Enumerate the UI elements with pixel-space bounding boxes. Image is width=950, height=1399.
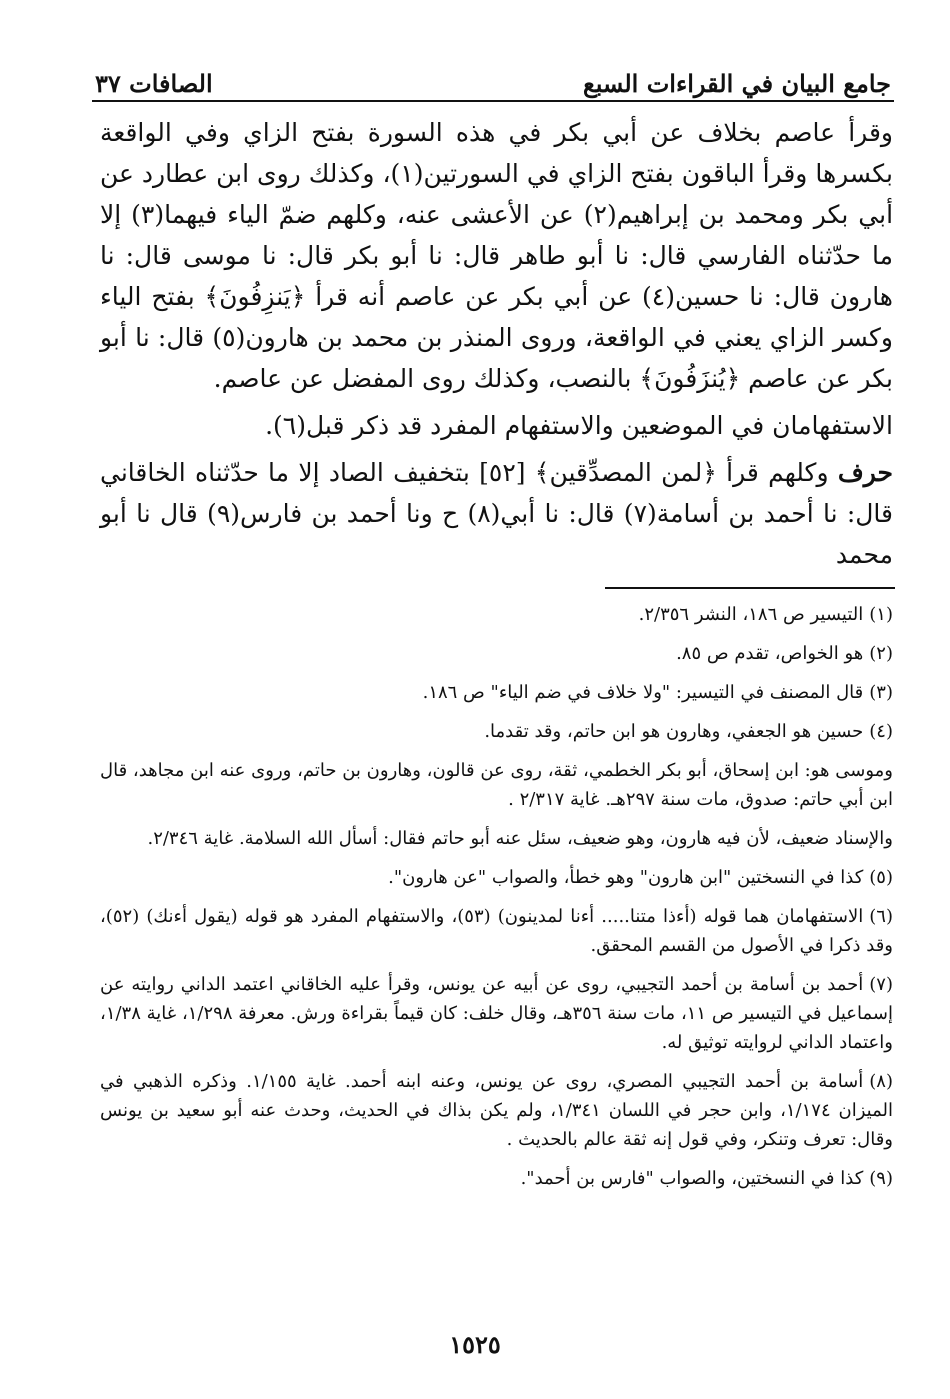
footnote-text: كذا في النسختين "ابن هارون" وهو خطأ، والصواب "عن هارون". (388, 867, 864, 888)
book-title: جامع البيان في القراءات السبع (582, 69, 891, 98)
footnote-number: (٦) (869, 906, 893, 927)
footnote-text: أحمد بن أسامة بن أحمد التجيبي، روى عن أبيه عن يونس، وقرأ عليه الخاقاني اعتمد الداني روايته عن إسماعيل في التيسير ص ١١، مات سنة ٣٥٦هـ، وقال خلف: كان قيماً بقراءة ورش. معرفة ١/٢٩٨، غاية ١/٣٨، واعتماد الداني لروايته توثيق له. (100, 974, 894, 1053)
footnote-separator (605, 587, 895, 589)
paragraph: وقرأ عاصم بخلاف عن أبي بكر في هذه السورة بفتح الزاي وفي الواقعة بكسرها وقرأ الباقون بفتح الزاي في السورتين(١)، وكذلك روى ابن عطارد عن أبي بكر ومحمد بن إبراهيم(٢) عن الأعشى عنه، وكلهم ضمّ الياء فيهما(٣) إلا ما حدّثناه الفارسي قال: نا أبو طاهر قال: نا أبو بكر قال: نا موسى قال: نا هارون قال: نا حسين(٤) عن أبي بكر عن عاصم أنه قرأ ﴿يَنزِفُونَ﴾ بفتح الياء وكسر الزاي يعني في الواقعة، وروى المنذر بن محمد بن هارون(٥) قال: نا أبو بكر عن عاصم ﴿يُنزَفُونَ﴾ بالنصب، وكذلك روى المفضل عن عاصم. (100, 118, 894, 393)
header-divider (92, 100, 894, 102)
footnote-text: والإسناد ضعيف، لأن فيه هارون، وهو ضعيف، سئل عنه أبو حاتم فقال: أسأل الله السلامة. غاية ٢/٣٤٦. (147, 828, 893, 849)
footnote-number: (٥) (869, 867, 893, 888)
section-title: الصافات ٣٧ (95, 69, 213, 98)
harf-paragraph (100, 452, 893, 575)
footnote (100, 717, 893, 746)
footnote (100, 902, 893, 960)
footnote-text: أسامة بن أحمد التجيبي المصري، روى عن يونس، وعنه ابنه أحمد. غاية ١/١٥٥. وذكره الذهبي في الميزان ١/١٧٤، وابن حجر في اللسان ١/٣٤١، ولم يكن بذاك في الحديث، وحدث عنه أبو سعيد بن يونس وقال: تعرف وتنكر، وفي قول إنه ثقة عالم بالحديث . (100, 1071, 893, 1150)
footnote (100, 863, 893, 892)
footnote-text: التيسير ص ١٨٦، النشر ٢/٣٥٦. (638, 604, 864, 625)
footnote (100, 1067, 893, 1154)
footnote-text: الاستفهامان هما قوله (أءذا متنا..... أءنا لمدينون) (٥٣)، والاستفهام المفرد هو قوله (يقول أءنك) (٥٢)، وقد ذكرا في الأصول من القسم المحقق. (100, 906, 893, 956)
harf-label: حرف (837, 458, 893, 487)
footnote-continuation (100, 756, 893, 814)
footnotes (100, 600, 893, 1203)
footnote-number: (١) (869, 604, 893, 625)
footnote-text: كذا في النسختين، والصواب "فارس بن أحمد". (520, 1168, 864, 1189)
footnote (100, 639, 893, 668)
footnote (100, 1164, 893, 1193)
harf-text: وكلهم قرأ ﴿لمن المصدِّقين﴾ [٥٢] بتخفيف الصاد إلا ما حدّثناه الخاقاني قال: نا أحمد بن أسامة(٧) قال: نا أبي(٨) ح ونا أحمد بن فارس(٩) قال نا أبو محمد (100, 458, 893, 569)
footnote (100, 600, 893, 629)
footnote-number: (٤) (869, 721, 893, 742)
footnote-number: (٢) (869, 643, 893, 664)
page-number: ١٥٢٥ (449, 1330, 501, 1359)
paragraph: الاستفهامان في الموضعين والاستفهام المفرد قد ذكر قبل(٦). (265, 411, 893, 440)
footnote (100, 970, 893, 1057)
footnote-number: (٨) (869, 1071, 893, 1092)
running-header (95, 58, 891, 98)
footnote-text: هو الخواص، تقدم ص ٨٥. (676, 643, 864, 664)
footnote-text: وموسى هو: ابن إسحاق، أبو بكر الخطمي، ثقة، روى عن قالون، وهارون بن حاتم، وروى عنه ابن مجاهد، قال ابن أبي حاتم: صدوق، مات سنة ٢٩٧هـ. غاية ٢/٣١٧ . (100, 760, 893, 810)
footnote (100, 678, 893, 707)
footnote-text: قال المصنف في التيسير: "ولا خلاف في ضم الياء" ص ١٨٦. (422, 682, 864, 703)
footnote-text: حسين هو الجعفي، وهارون هو ابن حاتم، وقد تقدما. (484, 721, 864, 742)
footnote-number: (٣) (869, 682, 893, 703)
footnote-number: (٧) (869, 974, 893, 995)
footnote-number: (٩) (869, 1168, 893, 1189)
footnote-continuation (100, 824, 893, 853)
main-text (100, 112, 893, 575)
